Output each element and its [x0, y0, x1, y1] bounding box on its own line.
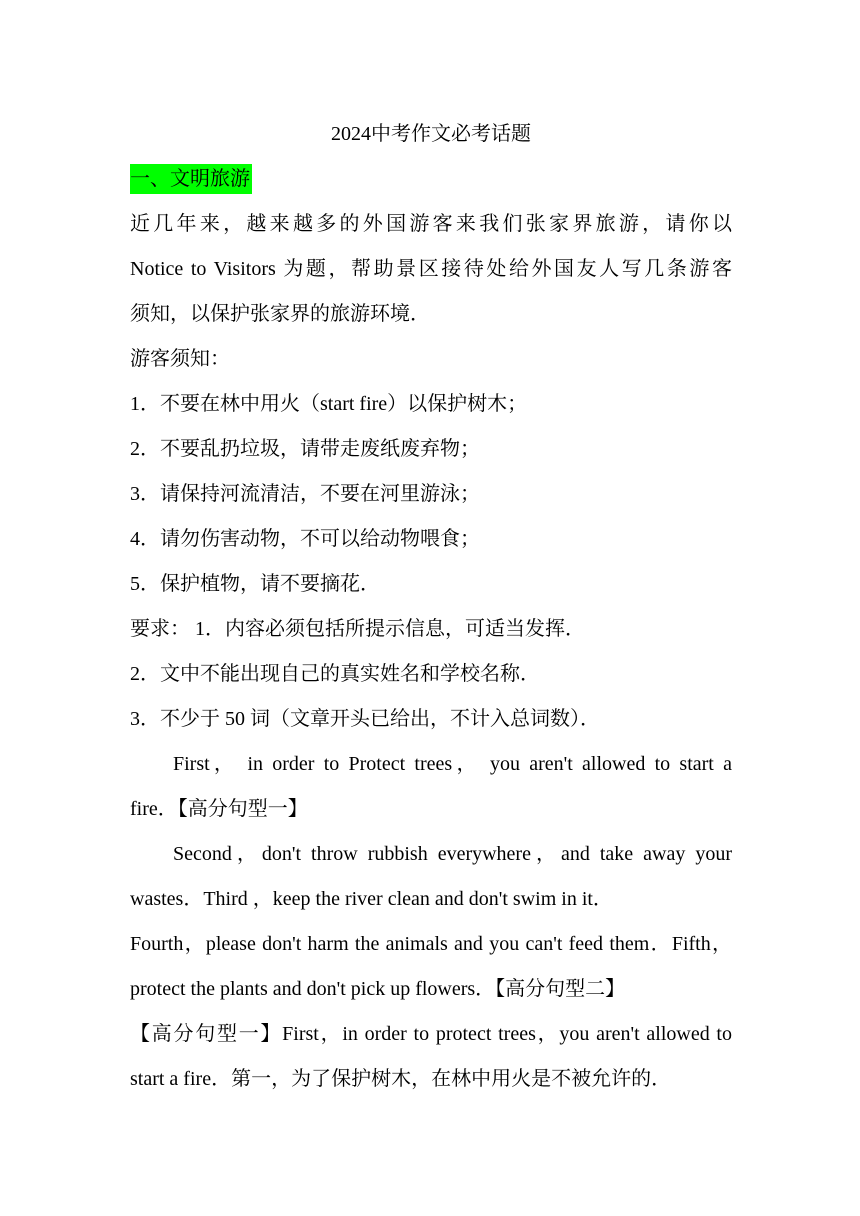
essay-paragraph-2-line-1: Second，don't throw rubbish everywhere，and take away your [173, 843, 732, 865]
analysis-line-1: 【高分句型一】First，in order to protect trees，you aren't allowed to [130, 1023, 732, 1045]
notice-item: 4．请勿伤害动物，不可以给动物喂食； [130, 528, 480, 550]
section-heading-row [130, 157, 732, 202]
requirement-item: 2．文中不能出现自己的真实姓名和学校名称． [130, 663, 540, 685]
requirement-item: 要求： 1．内容必须包括所提示信息，可适当发挥． [130, 618, 585, 640]
prompt-line-2: Notice to Visitors 为题，帮助景区接待处给外国友人写几条游客 [130, 258, 732, 280]
notice-item: 1．不要在林中用火（start fire）以保护树木； [130, 393, 528, 415]
document-title: 2024中考作文必考话题 [331, 123, 531, 145]
prompt-line-1: 近几年来，越来越多的外国游客来我们张家界旅游，请你以 [130, 213, 732, 235]
requirement-item: 3．不少于 50 词（文章开头已给出，不计入总词数）． [130, 708, 600, 730]
essay-paragraph-2-line-2: wastes．Third ，keep the river clean and don't swim in it． [130, 888, 613, 910]
essay-paragraph-1-line-2: fire．【高分句型一】 [130, 798, 308, 820]
document-body [130, 112, 732, 1102]
prompt-line-3: 须知，以保护张家界的旅游环境． [130, 303, 430, 325]
notice-item: 5．保护植物，请不要摘花． [130, 573, 380, 595]
essay-paragraph-3-line-2: protect the plants and don't pick up flowers．【高分句型二】 [130, 978, 626, 1000]
essay-paragraph-1-line-1: First， in order to Protect trees， you aren't allowed to start a [173, 753, 732, 775]
section-heading: 一、文明旅游 [130, 164, 252, 194]
notice-heading: 游客须知： [130, 348, 230, 370]
notice-item: 2．不要乱扔垃圾，请带走废纸废弃物； [130, 438, 480, 460]
analysis-line-2: start a fire．第一，为了保护树木，在林中用火是不被允许的． [130, 1068, 672, 1090]
notice-item: 3．请保持河流清洁，不要在河里游泳； [130, 483, 480, 505]
essay-paragraph-3-line-1: Fourth，please don't harm the animals and you can't feed them．Fifth， [130, 933, 732, 955]
